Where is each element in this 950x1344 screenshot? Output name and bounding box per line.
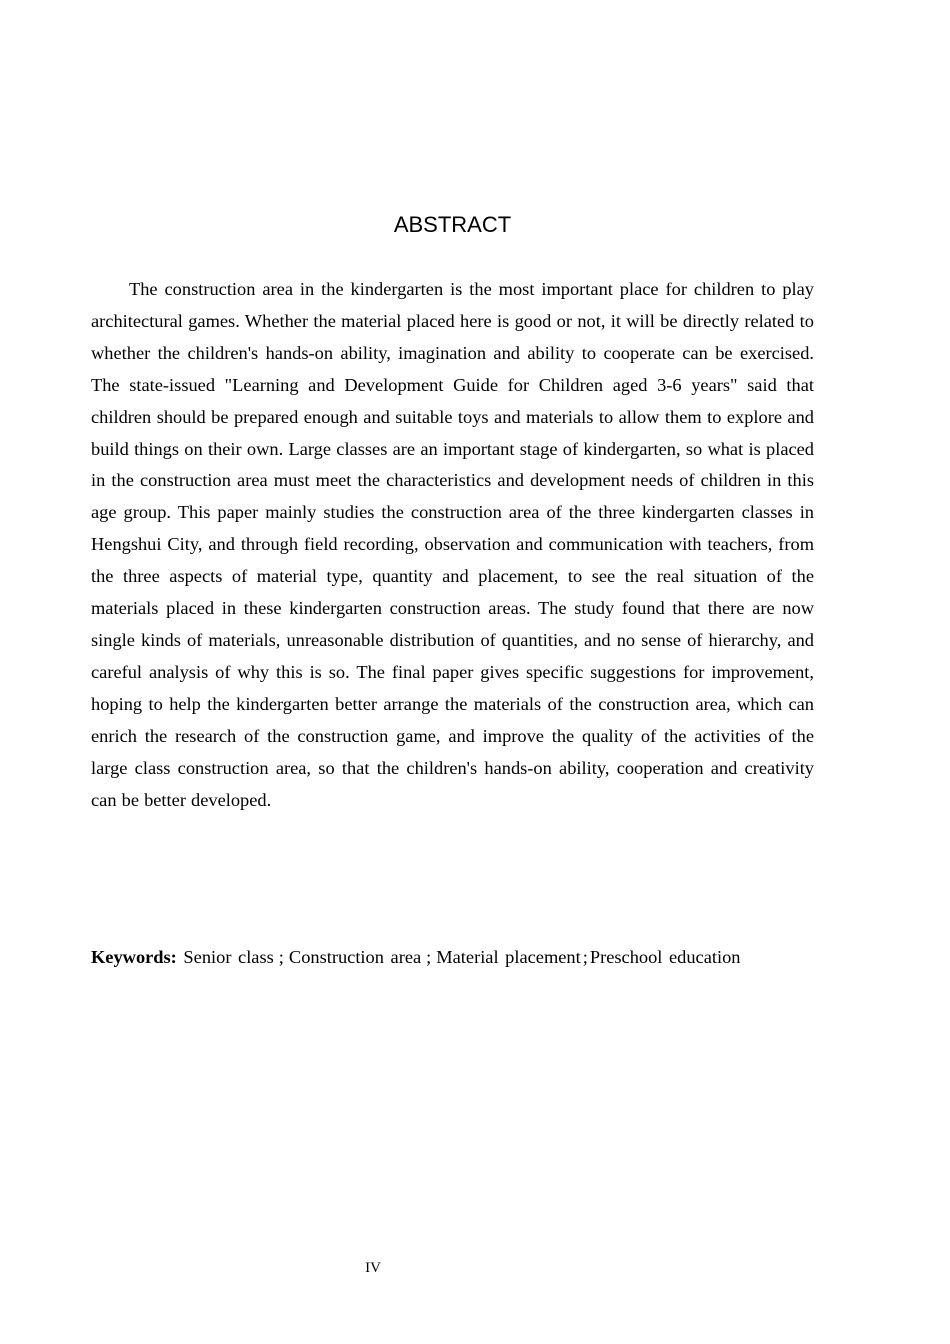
keyword-separator: ; <box>582 947 588 967</box>
keyword-separator: ; <box>426 947 432 967</box>
keyword-item: Construction area <box>288 947 422 967</box>
keyword-separator: ; <box>278 947 284 967</box>
page-number: IV <box>365 1260 381 1276</box>
keywords-label: Keywords: <box>91 947 177 967</box>
keyword-item: Material placement <box>436 947 581 967</box>
abstract-body: The construction area in the kindergarten is the most important place for children to play architectural games. Whether the material placed here is good or not, it will be directly related to whether the children's hands-on ability, imagination and ability to cooperate can be exercised. The state-issued "Learning and Development Guide for Children aged 3-6 years" said that children should be prepared enough and suitable toys and materials to allow them to explore and build things on their own. Large classes are an important stage of kindergarten, so what is placed in the construction area must meet the characteristics and development needs of children in this age group. This paper mainly studies the construction area of the three kindergarten classes in Hengshui City, and through field recording, observation and communication with teachers, from the three aspects of material type, quantity and placement, to see the real situation of the materials placed in these kindergarten construction areas. The study found that there are now single kinds of materials, unreasonable distribution of quantities, and no sense of hierarchy, and careful analysis of why this is so. The final paper gives specific suggestions for improvement, hoping to help the kindergarten better arrange the materials of the construction area, which can enrich the research of the construction game, and improve the quality of the activities of the large class construction area, so that the children's hands-on ability, cooperation and creativity can be better developed. <box>91 279 814 810</box>
abstract-title: ABSTRACT <box>393 212 512 237</box>
keyword-item: Senior class <box>183 947 274 967</box>
keywords-line <box>91 942 851 972</box>
keyword-item: Preschool education <box>589 947 741 967</box>
